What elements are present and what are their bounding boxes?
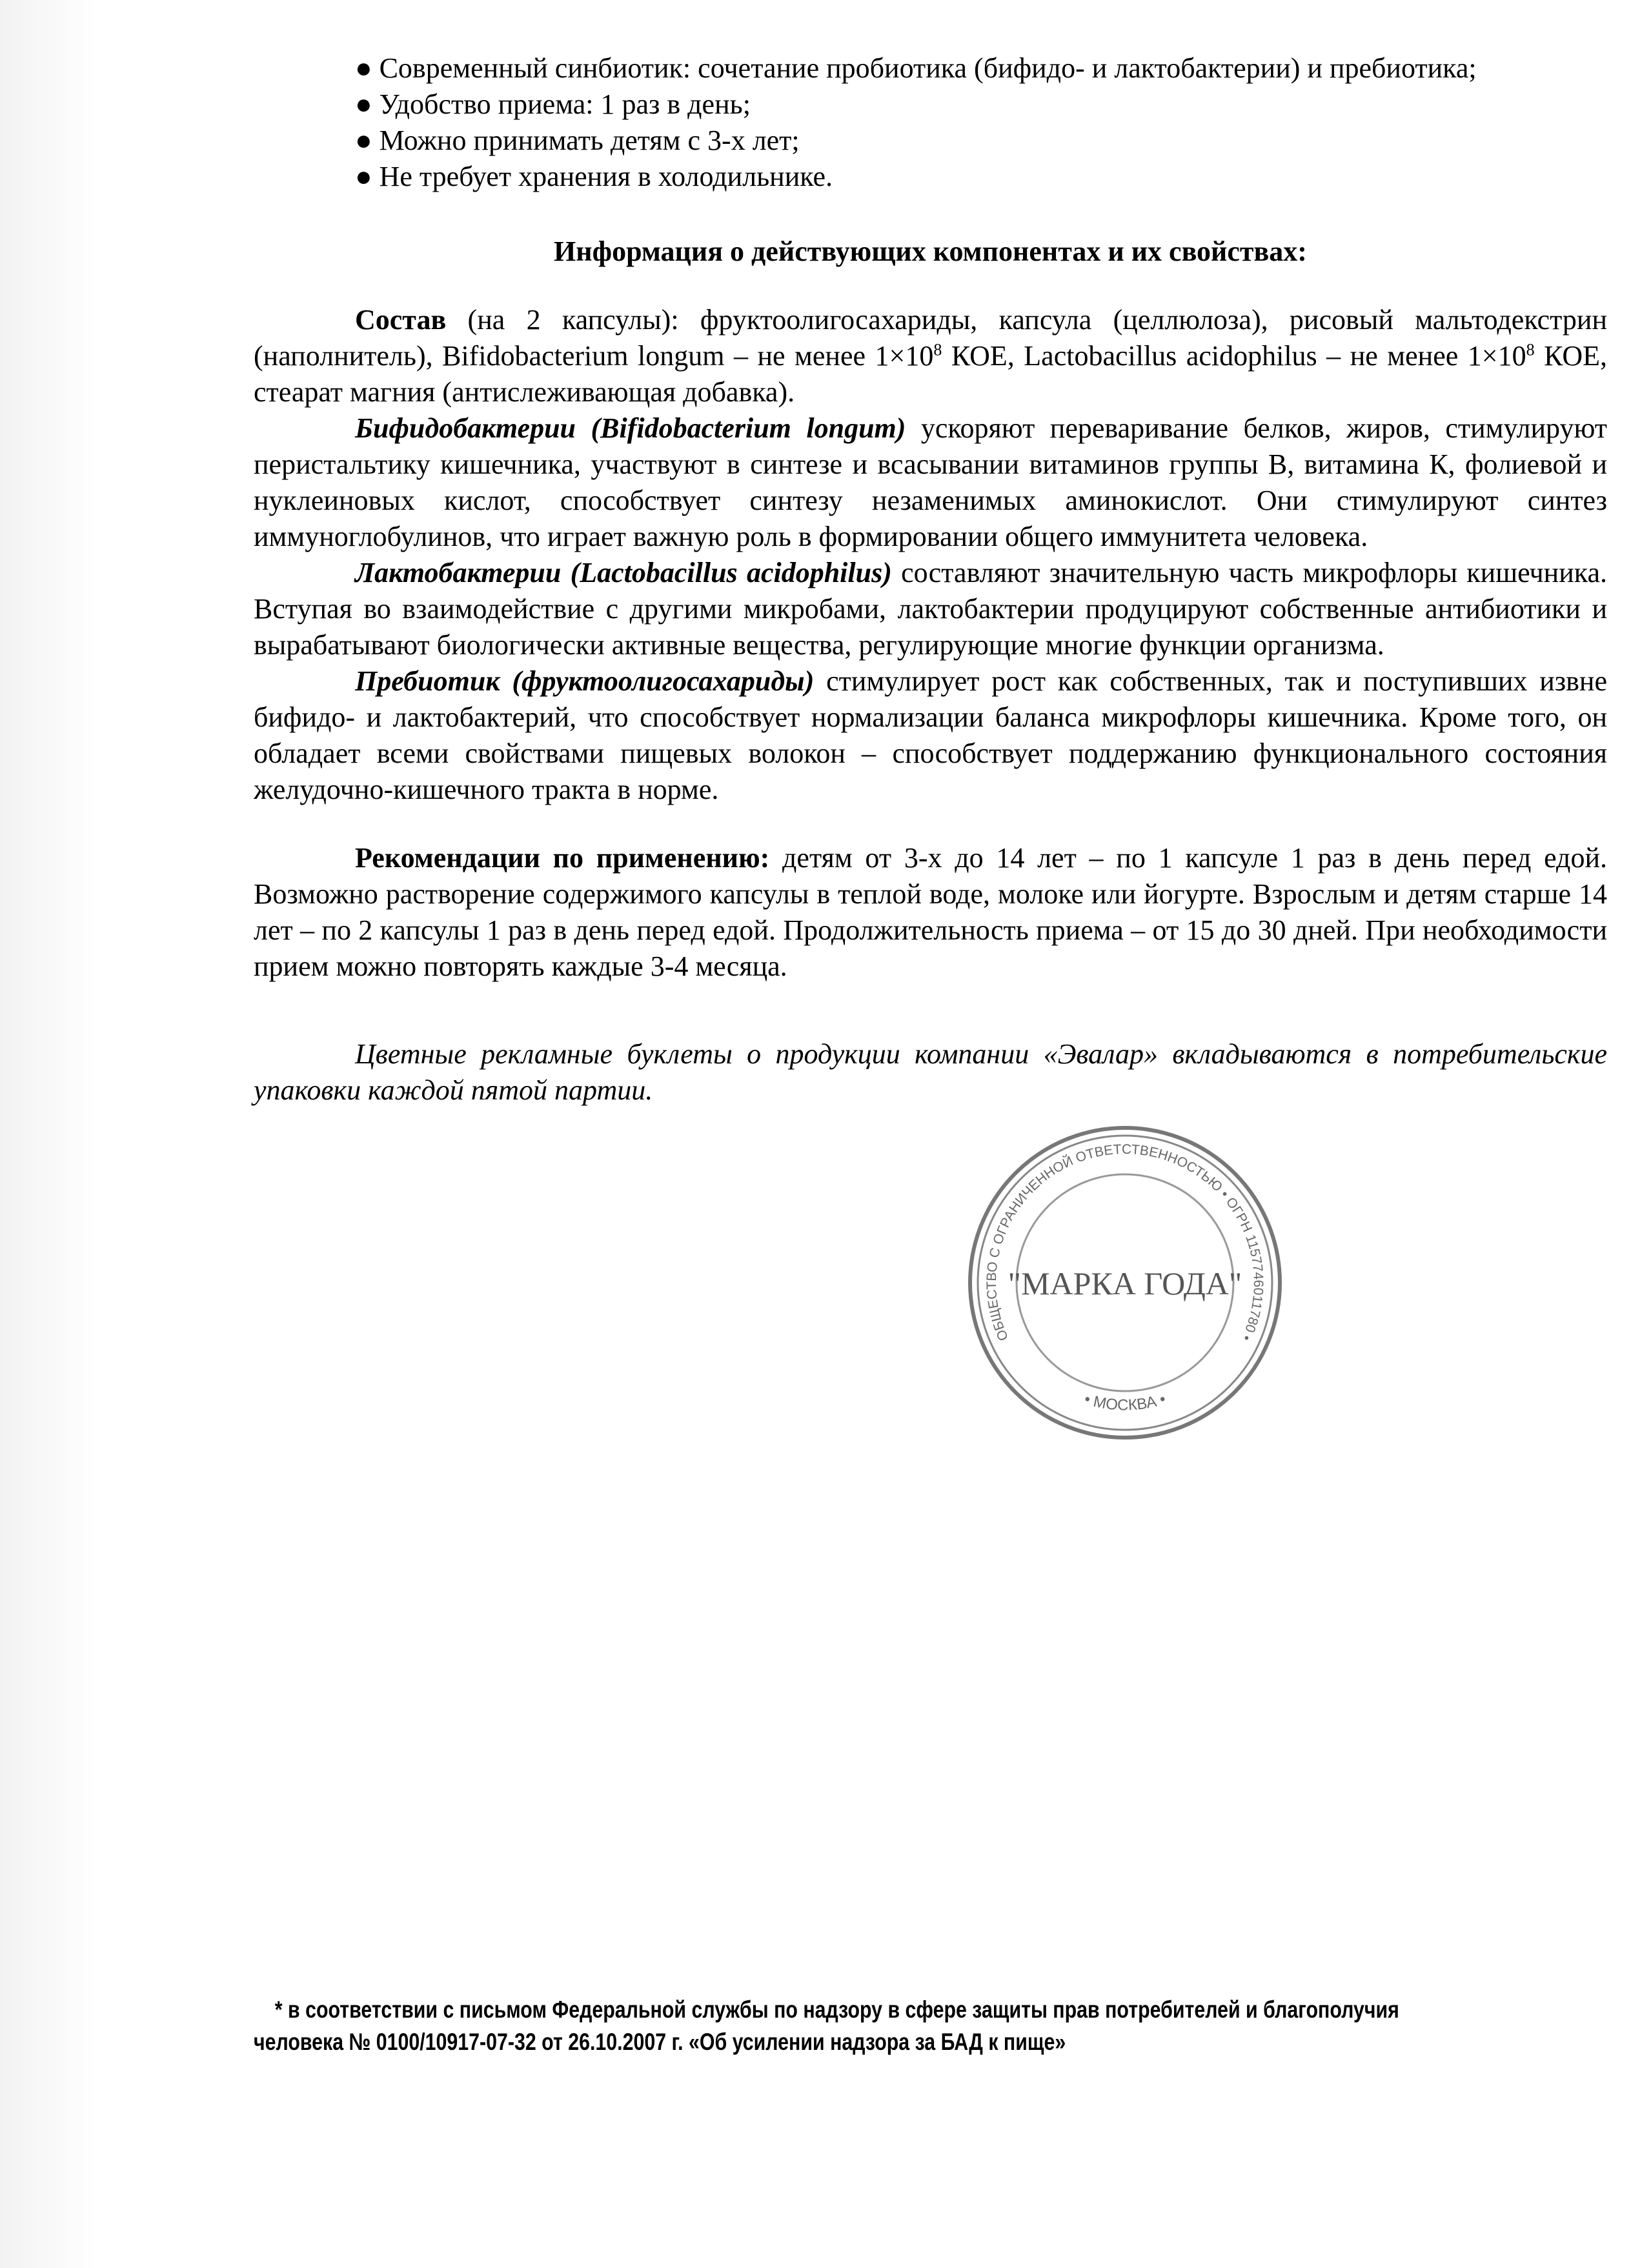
exponent: 8 bbox=[1526, 340, 1535, 359]
lacto-text: составляют значительную часть микрофлоры кишечника. Вступая во взаимодействие с другими микробами, лактобактерии продуцируют собственные антибиотики и вырабатывают биологически активные вещества, регулирующие многие функции организма. bbox=[254, 557, 1607, 661]
company-stamp bbox=[964, 1121, 1286, 1444]
benefits-list bbox=[254, 50, 1607, 195]
composition-text: КОЕ, стеарат магния (антислеживающая добавка). bbox=[254, 340, 1608, 408]
composition-text: КОЕ, Lactobacillus acidophilus – не менее 1×10 bbox=[942, 340, 1526, 372]
prebiotic-label: Пребиотик (фруктоолигосахариды) bbox=[355, 665, 815, 697]
prebiotic-text: стимулирует рост как собственных, так и поступивших извне бифидо- и лактобактерий, что способствует нормализации баланса микрофлоры кишечника. Кроме того, он обладает всеми свойствами пищевых волокон – способствует поддержанию функционального состояния желудочно-кишечного тракта в норме. bbox=[254, 665, 1607, 805]
bifido-label: Бифидобактерии (Bifidobacterium longum) bbox=[355, 412, 906, 444]
bifido-text: ускоряют переваривание белков, жиров, стимулируют перистальтику кишечника, участвуют в синтезе и всасывании витаминов группы В, витамина К, фолиевой и нуклеиновых кислот, способствует синтезу незаменимых аминокислот. Они стимулируют синтез иммуноглобулинов, что играет важную роль в формировании общего иммунитета человека. bbox=[254, 412, 1608, 552]
lacto-paragraph bbox=[254, 555, 1607, 663]
footnote-line: * в соответствии с письмом Федеральной службы по надзору в сфере защиты прав потребителей и благополучия bbox=[274, 1996, 1399, 2023]
composition-text: (на 2 капсулы): фруктоолигосахариды, капсула (целлюлоза), рисовый мальтодекстрин (наполнитель), Bifidobacterium longum – не менее 1×10 bbox=[254, 304, 1607, 372]
prebiotic-paragraph bbox=[254, 663, 1607, 808]
bullet-item: ● Не требует хранения в холодильнике. bbox=[355, 161, 833, 192]
footnote-line: человека № 0100/10917-07-32 от 26.10.2007 г. «Об усилении надзора за БАД к пище» bbox=[254, 2029, 1066, 2055]
recommendations-paragraph bbox=[254, 840, 1607, 985]
scan-edge-shadow bbox=[0, 0, 97, 2268]
document-body bbox=[254, 50, 1607, 1444]
bifido-paragraph bbox=[254, 410, 1607, 555]
bullet-item: ● Удобство приема: 1 раз в день; bbox=[355, 88, 751, 120]
stamp-city: • МОСКВА • bbox=[1082, 1390, 1168, 1414]
lacto-label: Лактобактерии (Lactobacillus acidophilus) bbox=[355, 557, 892, 588]
bullet-item: ● Современный синбиотик: сочетание пробиотика (бифидо- и лактобактерии) и пребиотика; bbox=[355, 52, 1477, 84]
stamp-container bbox=[964, 1121, 1286, 1444]
components-section bbox=[254, 302, 1607, 808]
composition-paragraph bbox=[254, 302, 1607, 410]
exponent: 8 bbox=[933, 340, 942, 359]
stamp-center-text: "МАРКА ГОДА" bbox=[1008, 1265, 1242, 1301]
booklet-note: Цветные рекламные буклеты о продукции компании «Эвалар» вкладываются в потребительские упаковки каждой пятой партии. bbox=[254, 1038, 1607, 1106]
bullet-item: ● Можно принимать детям с 3-х лет; bbox=[355, 125, 800, 156]
footnote bbox=[254, 1994, 1619, 2058]
composition-label: Состав bbox=[355, 304, 447, 336]
recommendations-label: Рекомендации по применению: bbox=[355, 842, 770, 874]
stamp-ring-text: ОБЩЕСТВО С ОГРАНИЧЕННОЙ ОТВЕТСТВЕННОСТЬЮ • ОГРН 1157746011780 • bbox=[984, 1141, 1266, 1343]
recommendations-text: детям от 3-х до 14 лет – по 1 капсуле 1 раз в день перед едой. Возможно растворение содержимого капсулы в теплой воде, молоке или йогурте. Взрослым и детям старше 14 лет – по 2 капсулы 1 раз в день перед едой. Продолжительность приема – от 15 до 30 дней. При необходимости прием можно повторять каждые 3-4 месяца. bbox=[254, 842, 1607, 982]
section-heading: Информация о действующих компонентах и их свойствах: bbox=[554, 236, 1307, 267]
